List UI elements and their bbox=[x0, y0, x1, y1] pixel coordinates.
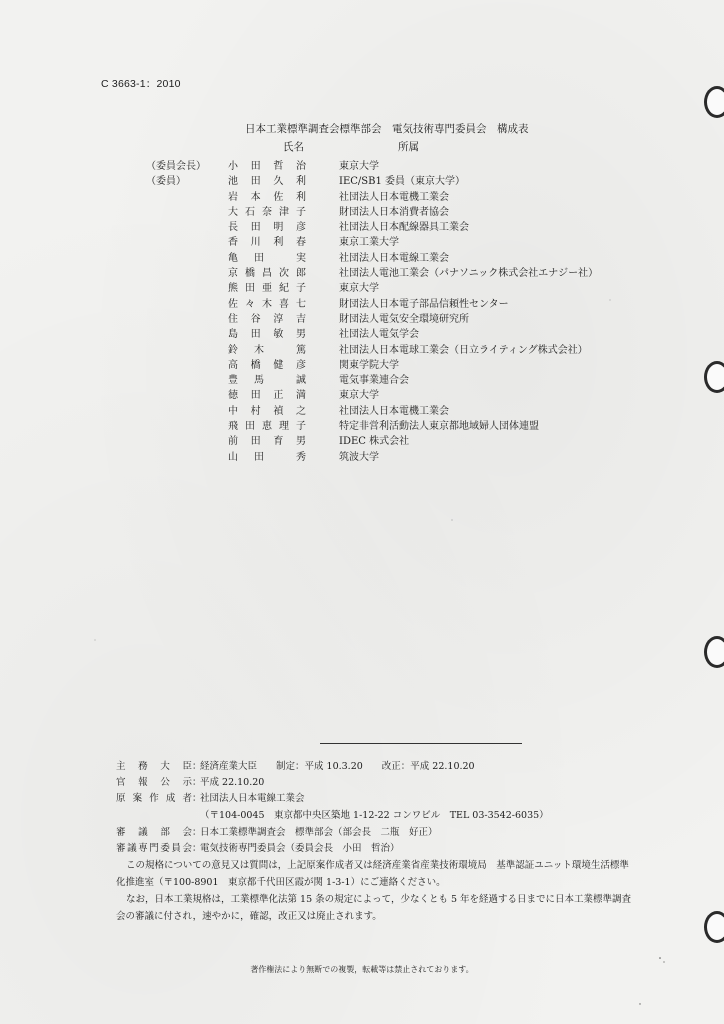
member-row bbox=[0, 310, 724, 325]
member-affiliation: 東京工業大学 bbox=[339, 237, 399, 249]
member-affiliation: 東京大学 bbox=[339, 390, 379, 402]
info-label: 審議部会 bbox=[116, 827, 192, 838]
document-id: C 3663-1：2010 bbox=[101, 78, 181, 90]
info-drafter: 原案作成者：社団法人日本電線工業会 bbox=[116, 790, 305, 804]
member-affiliation: 関東学院大学 bbox=[339, 359, 399, 371]
committee-title: 日本工業標準調査会標準部会 電気技術専門委員会 構成表 bbox=[245, 123, 529, 135]
member-row bbox=[0, 172, 724, 187]
member-row bbox=[0, 188, 724, 203]
member-name: 島 田 敏 男 bbox=[228, 329, 306, 341]
note-line-4: 会の審議に付され，速やかに，確認，改正又は廃止されます。 bbox=[116, 911, 382, 922]
info-committee: 審議専門委員会：電気技術専門委員会（委員会長 小田 哲治） bbox=[116, 840, 400, 854]
member-row bbox=[0, 203, 724, 218]
member-name: 住 谷 淳 吉 bbox=[228, 313, 306, 325]
member-row bbox=[0, 218, 724, 233]
member-row bbox=[0, 295, 724, 310]
member-affiliation: 社団法人日本配線器具工業会 bbox=[339, 222, 469, 234]
info-value: 社団法人日本電線工業会 bbox=[200, 793, 305, 804]
column-header-name: 氏名 bbox=[283, 141, 304, 153]
member-affiliation: IEC/SB1 委員（東京大学） bbox=[339, 176, 466, 188]
member-affiliation: 東京大学 bbox=[339, 283, 379, 295]
member-name: 飛 田 恵 理 子 bbox=[228, 421, 306, 433]
note-line-3: なお，日本工業規格は，工業標準化法第 15 条の規定によって，少なくとも 5 年を経過する日までに日本工業標準調査 bbox=[126, 894, 632, 905]
member-row bbox=[0, 264, 724, 279]
member-name: 京 橋 昌 次 郎 bbox=[228, 268, 306, 280]
member-affiliation: IDEC 株式会社 bbox=[339, 436, 410, 448]
info-value: 経済産業大臣 制定：平成 10.3.20 改正：平成 22.10.20 bbox=[200, 761, 475, 772]
member-name: 高 橋 健 彦 bbox=[228, 359, 306, 371]
info-council: 審議部会：日本工業標準調査会 標準部会（部会長 二瓶 好正） bbox=[116, 824, 438, 838]
member-row bbox=[0, 402, 724, 417]
member-row bbox=[0, 341, 724, 356]
info-label: 審議専門委員会 bbox=[116, 843, 192, 854]
member-affiliation: 財団法人日本消費者協会 bbox=[339, 206, 449, 218]
member-name: 豊 馬 誠 bbox=[228, 375, 306, 387]
info-value: 電気技術専門委員会（委員会長 小田 哲治） bbox=[200, 843, 400, 854]
member-name: 亀 田 実 bbox=[228, 252, 306, 264]
member-row bbox=[0, 386, 724, 401]
member-row bbox=[0, 233, 724, 248]
member-roster bbox=[0, 157, 724, 463]
member-role: （委員） bbox=[146, 176, 186, 188]
member-affiliation: 社団法人日本電球工業会（日立ライティング株式会社） bbox=[339, 344, 588, 356]
member-row bbox=[0, 325, 724, 340]
member-affiliation: 電気事業連合会 bbox=[339, 375, 409, 387]
member-affiliation: 社団法人電池工業会（パナソニック株式会社エナジー社） bbox=[339, 268, 599, 280]
copyright-footer: 著作権法により無断での複製，転載等は禁止されております。 bbox=[250, 965, 474, 974]
info-label: 主務大臣 bbox=[116, 761, 192, 772]
member-row bbox=[0, 279, 724, 294]
member-affiliation: 社団法人日本電機工業会 bbox=[339, 405, 449, 417]
member-name: 熊 田 亜 紀 子 bbox=[228, 283, 306, 295]
member-name: 小 田 哲 治 bbox=[228, 161, 306, 172]
member-name: 鈴 木 篤 bbox=[228, 344, 306, 356]
note-line-1: この規格についての意見又は質問は，上記原案作成者又は経済産業省産業技術環境局 基準認証ユニット環境生活標準 bbox=[126, 860, 629, 871]
column-header-affiliation: 所属 bbox=[398, 141, 419, 153]
member-affiliation: 社団法人日本電線工業会 bbox=[339, 252, 449, 264]
member-name: 大 石 奈 津 子 bbox=[228, 206, 306, 218]
member-affiliation: 筑波大学 bbox=[339, 451, 379, 463]
info-value: 日本工業標準調査会 標準部会（部会長 二瓶 好正） bbox=[200, 827, 438, 838]
member-name: 山 田 秀 bbox=[228, 451, 306, 463]
member-name: 香 川 利 春 bbox=[228, 237, 306, 249]
binder-hole-icon bbox=[704, 911, 724, 943]
member-row bbox=[0, 417, 724, 432]
info-gazette: 官報公示：平成 22.10.20 bbox=[116, 774, 264, 788]
member-name: 岩 本 佐 利 bbox=[228, 191, 306, 203]
member-role: （委員会長） bbox=[146, 161, 206, 172]
member-name: 佐 々 木 喜 七 bbox=[228, 298, 306, 310]
info-value: 平成 22.10.20 bbox=[200, 777, 265, 788]
member-name: 中 村 禎 之 bbox=[228, 405, 306, 417]
member-affiliation: 社団法人電気学会 bbox=[339, 329, 419, 341]
info-drafter-address: （〒104-0045 東京都中央区築地 1-12-22 コンワビル TEL 03-3542-6035） bbox=[200, 810, 549, 821]
divider-line bbox=[320, 743, 522, 744]
member-name: 前 田 育 男 bbox=[228, 436, 306, 448]
member-row bbox=[0, 371, 724, 386]
member-row bbox=[0, 448, 724, 463]
member-affiliation: 社団法人日本電機工業会 bbox=[339, 191, 449, 203]
member-name: 徳 田 正 満 bbox=[228, 390, 306, 402]
member-affiliation: 財団法人日本電子部品信頼性センター bbox=[339, 298, 509, 310]
info-minister: 主務大臣：経済産業大臣 制定：平成 10.3.20 改正：平成 22.10.20 bbox=[116, 758, 475, 772]
member-name: 池 田 久 利 bbox=[228, 176, 306, 188]
binder-hole-icon bbox=[704, 361, 724, 393]
binder-hole-icon bbox=[704, 86, 724, 118]
member-name: 長 田 明 彦 bbox=[228, 222, 306, 234]
member-row bbox=[0, 249, 724, 264]
member-affiliation: 東京大学 bbox=[339, 161, 379, 172]
note-line-2: 化推進室（〒100-8901 東京都千代田区霞が関 1-3-1）にご連絡ください。 bbox=[116, 877, 446, 888]
member-row bbox=[0, 356, 724, 371]
member-affiliation: 特定非営利活動法人東京都地域婦人団体連盟 bbox=[339, 421, 539, 433]
member-row bbox=[0, 157, 724, 172]
member-row bbox=[0, 432, 724, 447]
binder-hole-icon bbox=[704, 636, 724, 668]
member-affiliation: 財団法人電気安全環境研究所 bbox=[339, 313, 469, 325]
info-label: 原案作成者 bbox=[116, 793, 192, 804]
info-label: 官報公示 bbox=[116, 777, 192, 788]
